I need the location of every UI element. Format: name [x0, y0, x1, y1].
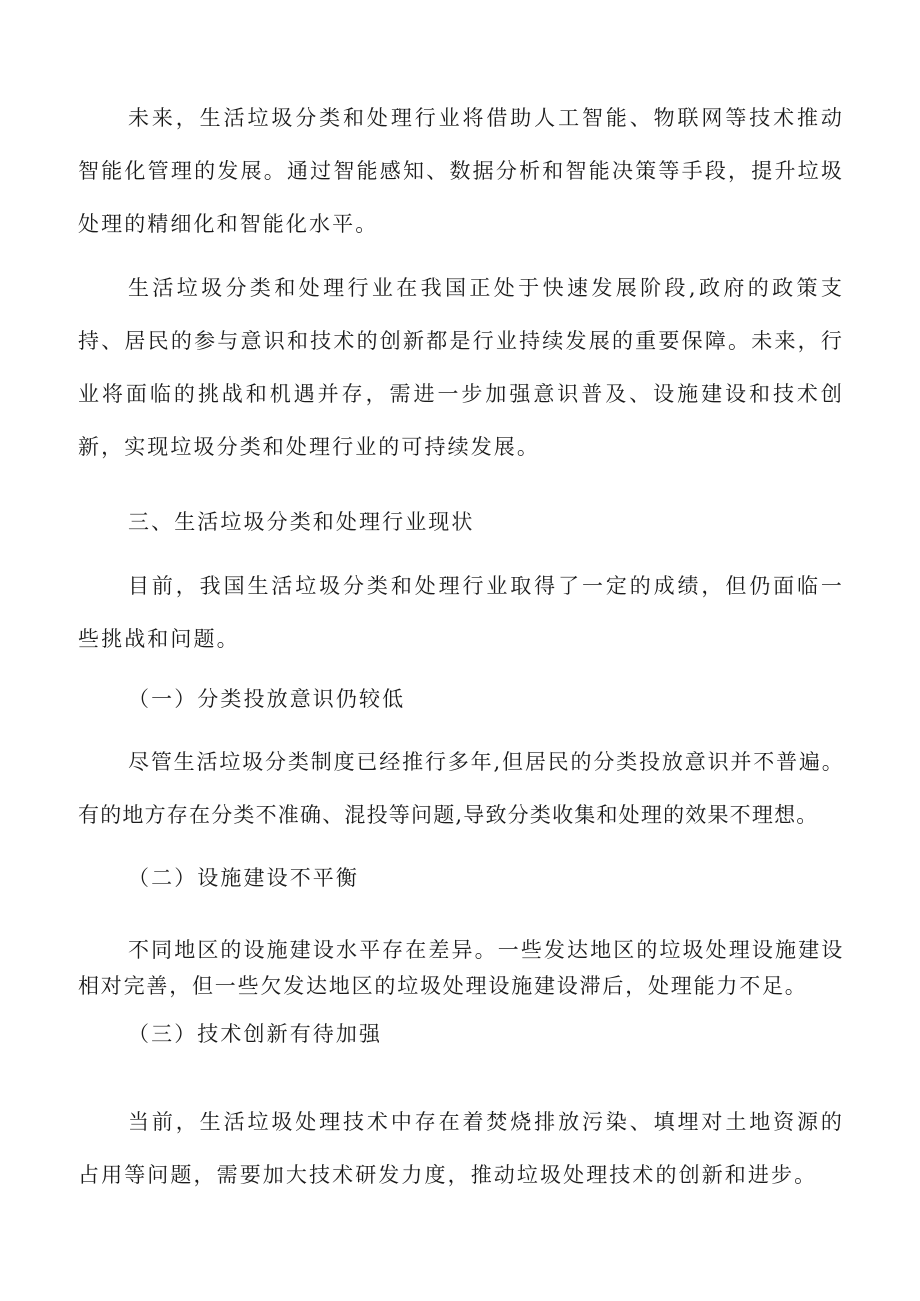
paragraph-technology: 当前，生活垃圾处理技术中存在着焚烧排放污染、填埋对土地资源的占用等问题，需要加大技术研发力度，推动垃圾处理技术的创新和进步。: [78, 1110, 844, 1187]
subheading-awareness: （一）分类投放意识仍较低: [128, 687, 406, 711]
subheading-facilities: （二）设施建设不平衡: [128, 866, 359, 890]
paragraph-intelligent-management: 未来，生活垃圾分类和处理行业将借助人工智能、物联网等技术推动智能化管理的发展。通过智能感知、数据分析和智能决策等手段，提升垃圾处理的精细化和智能化水平。: [78, 106, 844, 236]
subheading-technology: （三）技术创新有待加强: [128, 1022, 383, 1046]
paragraph-industry-outlook: 生活垃圾分类和处理行业在我国正处于快速发展阶段,政府的政策支持、居民的参与意识和技术的创新都是行业持续发展的重要保障。未来，行业将面临的挑战和机遇并存，需进一步加强意识普及、设施建设和技术创新，实现垃圾分类和处理行业的可持续发展。: [78, 276, 844, 459]
paragraph-current-achievements: 目前，我国生活垃圾分类和处理行业取得了一定的成绩，但仍面临一些挑战和问题。: [78, 574, 844, 651]
paragraph-awareness: 尽管生活垃圾分类制度已经推行多年,但居民的分类投放意识并不普遍。有的地方存在分类不准确、混投等问题,导致分类收集和处理的效果不理想。: [78, 750, 844, 827]
section-heading-status: 三、生活垃圾分类和处理行业现状: [128, 510, 475, 534]
paragraph-facilities: 不同地区的设施建设水平存在差异。一些发达地区的垃圾处理设施建设相对完善，但一些欠发达地区的垃圾处理设施建设滞后，处理能力不足。: [78, 938, 844, 998]
